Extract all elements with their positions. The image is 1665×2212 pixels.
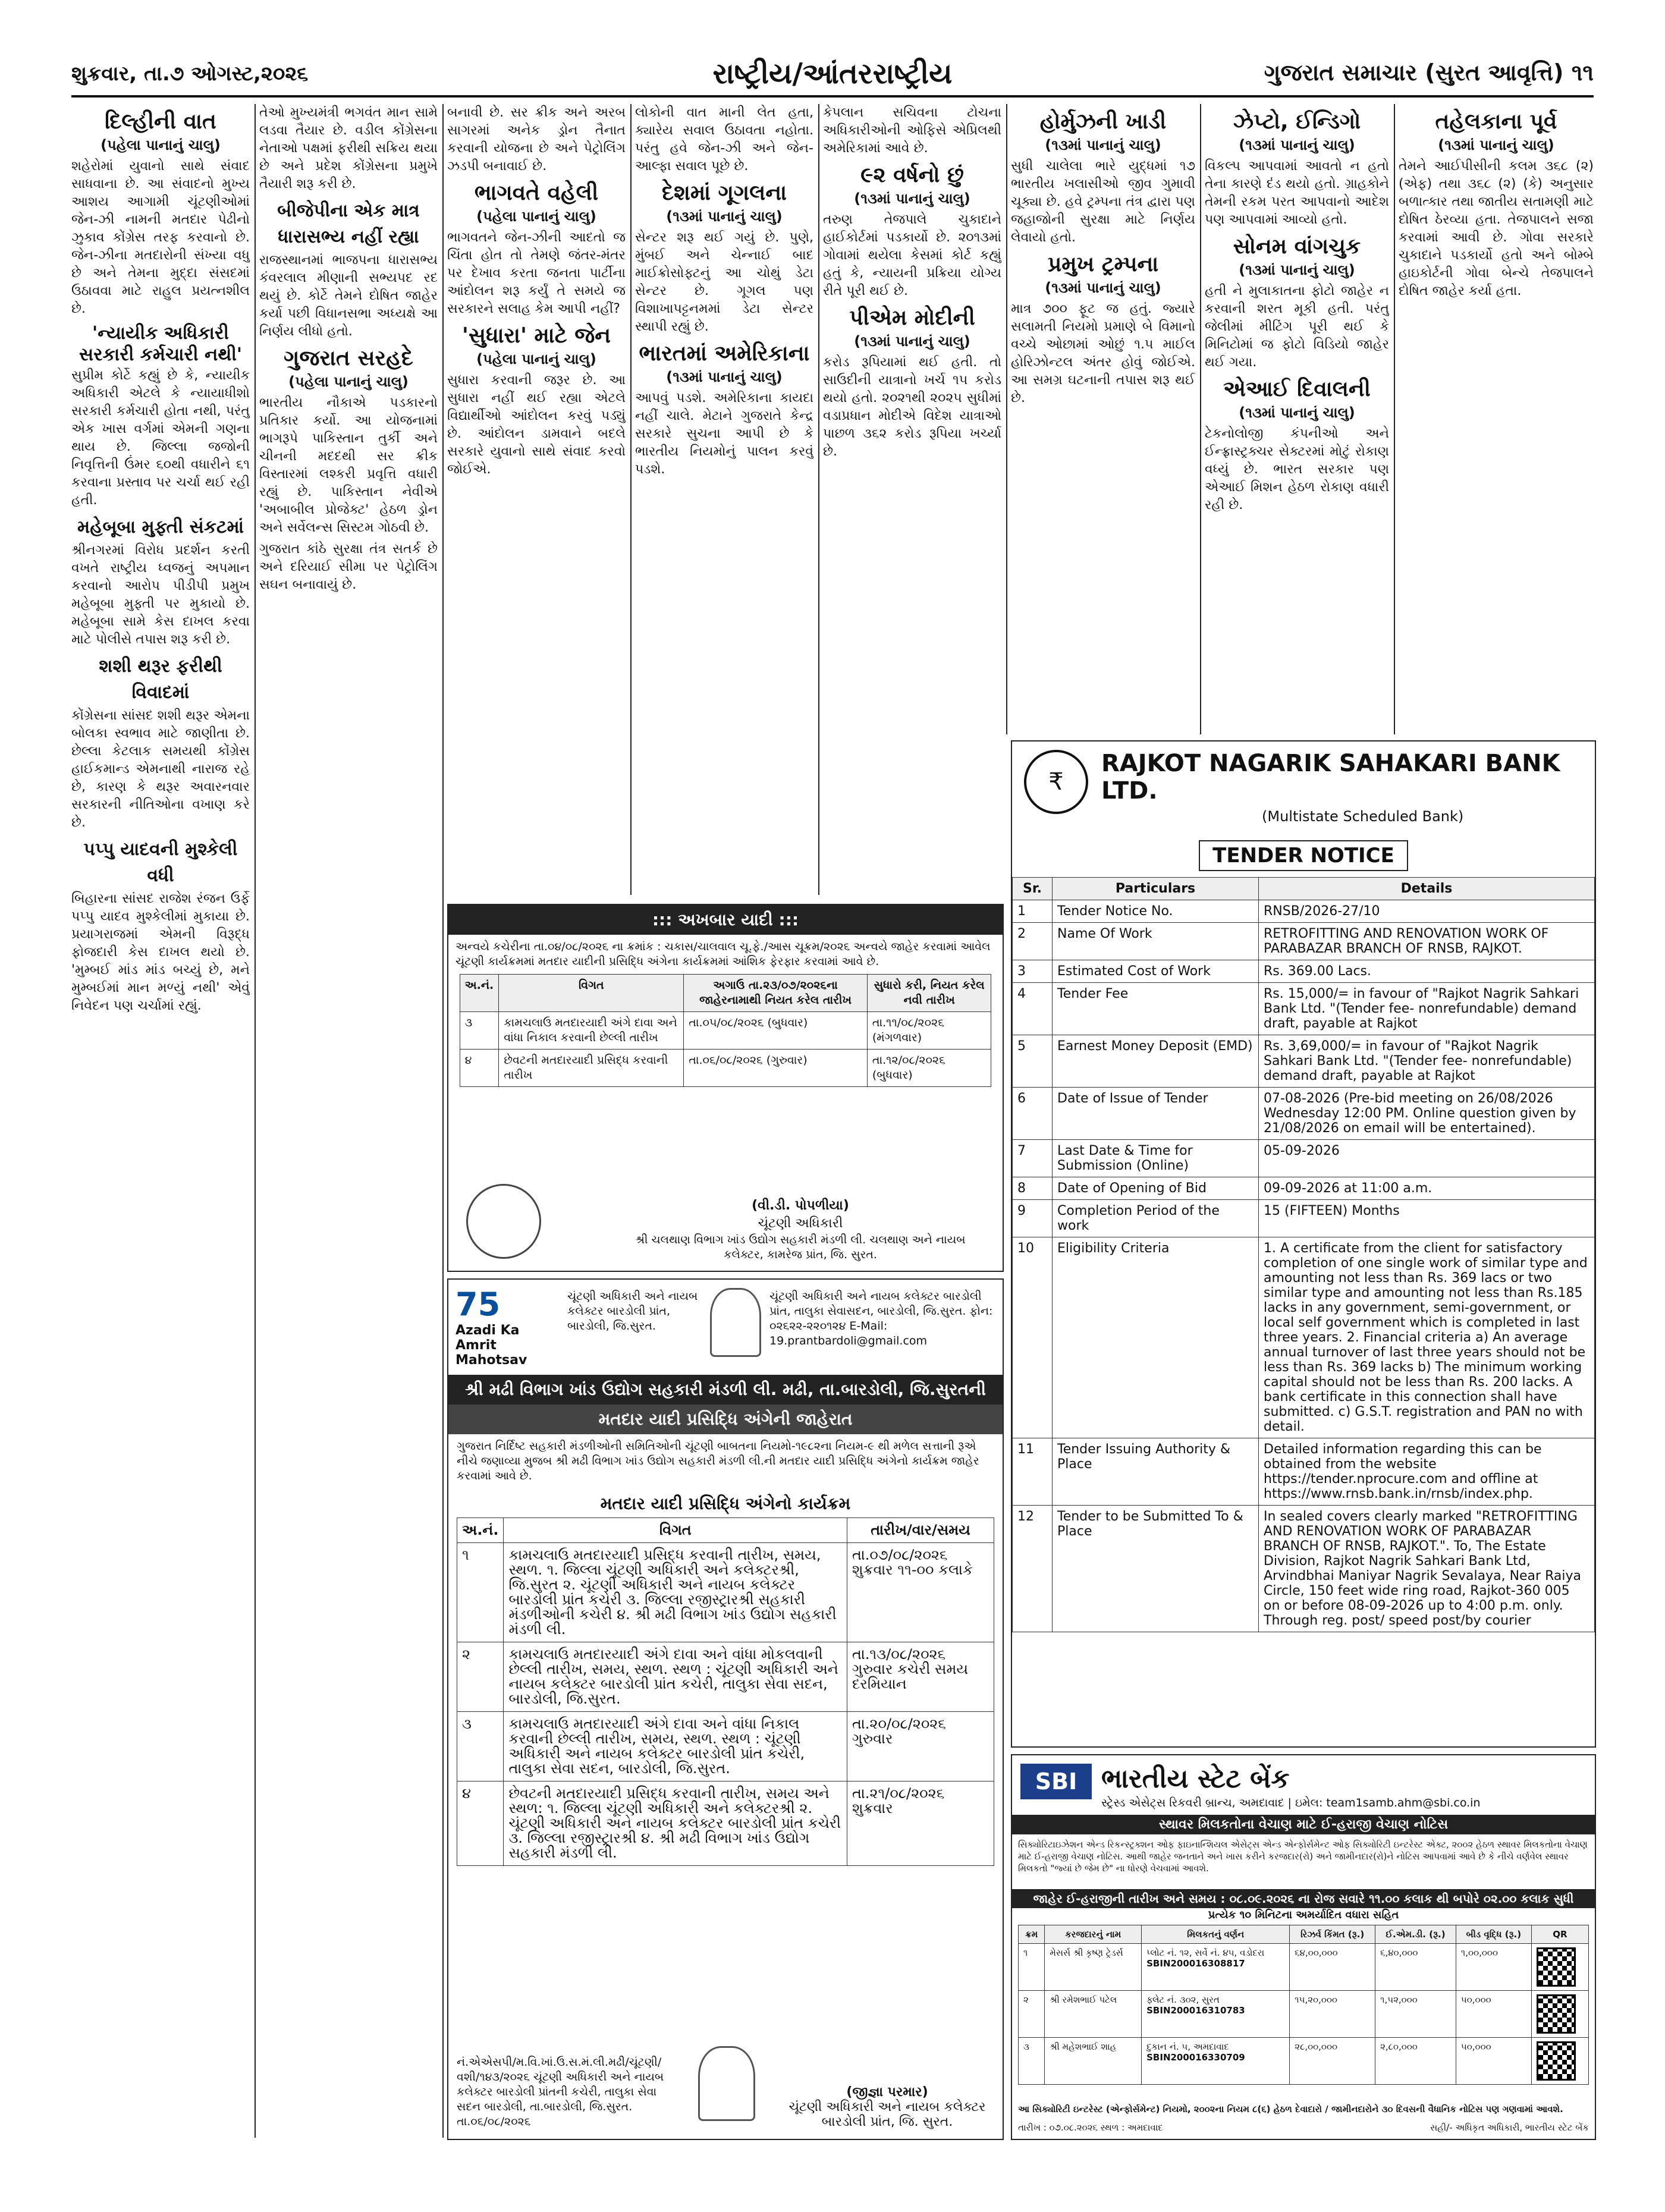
article-column-2 bbox=[259, 104, 438, 2138]
article-title: 'સુધારા' માટે જેન bbox=[461, 323, 611, 348]
row-particular: Tender Notice No. bbox=[1053, 900, 1259, 923]
table-header: તારીખ/વાર/સમય bbox=[847, 1518, 994, 1543]
continued-note: (૧૩માં પાનાનું ચાલુ) bbox=[1438, 137, 1554, 153]
table-header: બીડ વૃદ્ધિ (રૂ.) bbox=[1456, 1925, 1531, 1944]
article-text: કેપલાન સચિવના ટોચના અધિકારીઓની ઓફિસે એપ્રિલથી અમેરિકામાં આવે છે. bbox=[823, 105, 1001, 156]
row-emd: ૧,૫૨,૦૦૦ bbox=[1375, 1991, 1456, 2038]
article-text: બિહારના સાંસદ રાજેશ રંજન ઉર્ફે પપ્પુ યાદવ મુશ્કેલીમાં મુકાયા છે. પ્રયાગરાજમાં એમની વિરૂદ્ધ ફોજદારી કેસ દાખલ થયો છે. 'મુમ્બઈ માંડ માંડ બચ્યું છે, મને મુમ્બઈમાં માન મળ્યું નથી' એવું નિવેદન પણ ચર્ચામાં રહ્યું. bbox=[71, 891, 250, 1013]
article-column-7 bbox=[1205, 104, 1389, 734]
continued-note: (૧૩માં પાનાનું ચાલુ) bbox=[1239, 137, 1355, 153]
table-row bbox=[457, 1712, 994, 1781]
row-number: 2 bbox=[1013, 923, 1053, 960]
table-row bbox=[1013, 1035, 1595, 1088]
schedule-title: મતદાર યાદી પ્રસિદ્ધિ અંગેનો કાર્યક્રમ bbox=[600, 1494, 851, 1513]
sbi-notice-text: સિક્યોરિટાઇઝેશન એન્ડ રિકન્સ્ટ્રક્શન ઓફ ફાઇનાન્શિયલ એસેટ્સ એન્ડ એન્ફોર્સમેન્ટ ઓફ સિક્યોરિટી ઇન્ટરેસ્ટ એક્ટ, ૨૦૦૨ હેઠળ સ્થાવર મિલકતોના વેચાણ માટે ઈ-હરાજી વેચાણ નોટિસ. આથી જાહેર જનતાને અને ખાસ કરીને કરજદાર(રો) અને જામીનદાર(રો)ને નોટિસ આપવામાં આવે છે કે નીચે વર્ણવેલ સ્થાવર મિલકતો "જ્યાં છે જેમ છે" ના ધોરણે વેચવામાં આવશે. bbox=[1018, 1839, 1588, 1874]
row-bid: ૫૦,૦૦૦ bbox=[1456, 2038, 1531, 2085]
article-text: રાજસ્થાનમાં ભાજપના ધારાસભ્ય કંવરલાલ મીણાની સભ્યપદ રદ થયું છે. કોર્ટે તેમને દોષિત જાહેર કર્યા પછી વિધાનસભા અધ્યક્ષે આ નિર્ણય લીધો હતો. bbox=[259, 253, 438, 339]
table-row bbox=[1013, 1237, 1595, 1438]
article-title: 'ન્યાયીક અધિકારી સરકારી કર્મચારી નથી' bbox=[78, 323, 243, 365]
office-right: ચૂંટણી અધિકારી અને નાયબ કલેક્ટર બારડોલી પ્રાંત, તાલુકા સેવાસદન, બારડોલી, જિ.સુરત. ફોન: ૦૨૬૨૨-૨૨૦૧૨૪ E-Mail: 19.prantbardoli@gmail.com bbox=[769, 1290, 993, 1347]
table-row bbox=[1013, 983, 1595, 1035]
row-number: ૩ bbox=[1019, 2038, 1045, 2085]
continued-note: (૧૩માં પાનાનું ચાલુ) bbox=[666, 208, 783, 225]
article-column-5 bbox=[823, 104, 1001, 895]
bank-logo: ₹ bbox=[1024, 750, 1088, 814]
row-number: ૨ bbox=[457, 1642, 504, 1712]
sbi-footer: આ સિક્યોરિટી ઇન્ટરેસ્ટ (એન્ફોર્સમેન્ટ) નિયમો, ૨૦૦૨ના નિયમ ૮(૬) હેઠળ દેવાદારો / જામીનદારોને ૩૦ દિવસની વૈધાનિક નોટિસ પણ ગણવામાં આવશે. bbox=[1018, 2104, 1563, 2114]
article-text: ભાગવતને જેન-ઝીની આદતો જ ચિંતા હોત તો તેમણે જંતર-મંતર પર દેખાવ કરતા જનતા પાર્ટીના આંદોલન શરૂ કર્યું તે સમયે જ સરકારને સલાહ કેમ આપી નહીં? bbox=[447, 230, 626, 316]
qr-code-icon bbox=[1537, 1994, 1576, 2034]
article-title: એઆઈ દિવાલની bbox=[1223, 377, 1371, 401]
article-text: સેન્ટર શરૂ થઈ ગયું છે. પુણે, મુંબઈ અને ચેન્નાઈ બાદ માઈક્રોસોફ્ટનું આ ચોથું ડેટા સેન્ટર છે. ગૂગલ પણ વિશાખાપટ્ટનમમાં ડેટા સેન્ટર સ્થાપી રહ્યું છે. bbox=[635, 230, 813, 334]
table-header: ક્રમ bbox=[1019, 1925, 1045, 1944]
emblem-icon bbox=[698, 2046, 755, 2121]
row-particular: Tender Fee bbox=[1053, 983, 1259, 1035]
sbi-logo: SBI bbox=[1020, 1764, 1092, 1799]
article-text: ભારતીય નૌકાએ પડકારનો પ્રતિકાર કર્યો. આ યોજનામાં ભાગરૂપે પાકિસ્તાન તુર્કી અને ચીનની મદદથી સર ક્રીક વિસ્તારમાં લશ્કરી પ્રવૃત્તિ વધારી રહ્યું છે. પાકિસ્તાન નેવીએ 'અબાબીલ પ્રોજેક્ટ' હેઠળ ડ્રોન અને સર્વેલન્સ સિસ્ટમ ગોઠવી છે. bbox=[259, 395, 438, 535]
table-row bbox=[1019, 1944, 1589, 1991]
table-row bbox=[457, 1543, 994, 1642]
row-property bbox=[1142, 1991, 1290, 2038]
reference-text: નં.એએસપી/મ.વિ.ખાં.ઉ.સ.મં.લી.મઢી/ચૂંટણી/વશી/૧૪૩/૨૦૨૬ ચૂંટણી અધિકારી અને નાયબ કલેક્ટર બારડોલી પ્રાંતની કચેરી, તાલુકા સેવા સદન બારડોલી, તા.બારડોલી, જિ.સુરત. તા.૦૬/૦૮/૨૦૨૬ bbox=[457, 2056, 664, 2128]
table-header: વિગત bbox=[499, 975, 684, 1012]
column-divider bbox=[1200, 104, 1201, 734]
bank-subtitle: (Multistate Scheduled Bank) bbox=[1262, 808, 1464, 825]
article-title: ઝેપ્ટો, ઈન્ડિગો bbox=[1233, 109, 1361, 134]
row-detail: In sealed covers clearly marked "RETROFITTING AND RENOVATION WORK OF PARABAZAR BRANCH OF RNSB, RAJKOT.". To, The Estate Division, Rajkot Nagrik Sahkari Bank Ltd, Arvindbhai Maniyar Nagrik Sevalaya, Near Raiya Circle, 150 feet wide ring road, Rajkot-360 005 on or before 08-09-2026 up to 4:00 p.m. only. Through reg. post/ speed post/by courier bbox=[1259, 1506, 1595, 1632]
property-text: ફ્લેટ નં. ૩૦૨, સુરત bbox=[1146, 1994, 1220, 2005]
article-column-3 bbox=[447, 104, 626, 895]
press-note-ad bbox=[447, 904, 1004, 1272]
article-title: દિલ્હીની વાત bbox=[105, 109, 216, 134]
sbi-name: ભારતીય સ્ટેટ બેંક bbox=[1101, 1764, 1290, 1794]
property-text: દુકાન નં. ૫, અમદાવાદ bbox=[1146, 2041, 1229, 2052]
column-divider bbox=[630, 104, 632, 895]
row-borrower: મેસર્સ શ્રી કૃષ્ણ ટ્રેડર્સ bbox=[1045, 1944, 1142, 1991]
row-emd: ૬,૪૦,૦૦૦ bbox=[1375, 1944, 1456, 1991]
column-divider bbox=[1394, 104, 1395, 734]
table-header: Particulars bbox=[1053, 878, 1259, 900]
table-row bbox=[1013, 900, 1595, 923]
table-header: કરજદારનું નામ bbox=[1045, 1925, 1142, 1944]
row-number: 6 bbox=[1013, 1088, 1053, 1140]
continued-note: (પહેલા પાનાનું ચાલુ) bbox=[288, 373, 409, 390]
signer-name: (જીજ્ઞા પરમાર) bbox=[846, 2085, 928, 2100]
row-date: તા.૧૩/૦૮/૨૦૨૬ ગુરુવાર કચેરી સમય દરમિયાન bbox=[847, 1642, 994, 1712]
row-qr bbox=[1531, 1991, 1588, 2038]
issue-date: શુક્રવાર, તા.૭ ઓગસ્ટ,૨૦૨૬ bbox=[71, 62, 309, 86]
row-particular: Last Date & Time for Submission (Online) bbox=[1053, 1140, 1259, 1177]
org-title: શ્રી મઢી વિભાગ ખાંડ ઉદ્યોગ સહકારી મંડળી લી. મઢી, તા.બારડોલી, જિ.સુરતની bbox=[448, 1375, 1003, 1405]
continued-note: (૧૩માં પાનાનું ચાલુ) bbox=[1239, 404, 1355, 421]
row-particular: Earnest Money Deposit (EMD) bbox=[1053, 1035, 1259, 1088]
sbi-notice-title: સ્થાવર મિલકતોના વેચાણ માટે ઈ-હરાજી વેચાણ નોટિસ bbox=[1012, 1815, 1595, 1834]
signer-role: ચૂંટણી અધિકારી અને નાયબ કલેક્ટર બારડોલી પ્રાંત, જિ. સુરત. bbox=[788, 2100, 986, 2129]
azadi-logo-text: Azadi Ka Amrit Mahotsav bbox=[455, 1323, 527, 1368]
signer-name: (વી.ડી. પોપળીયા) bbox=[752, 1198, 849, 1213]
continued-note: (૧૩માં પાનાનું ચાલુ) bbox=[1239, 262, 1355, 278]
article-title: મહેબૂબા મુફ્તી સંકટમાં bbox=[77, 517, 244, 538]
row-number: 1 bbox=[1013, 900, 1053, 923]
row-particular: Tender to be Submitted To & Place bbox=[1053, 1506, 1259, 1632]
property-text: પ્લોટ નં. ૧૨, સર્વે નં. ૪૫, વડોદરા bbox=[1146, 1947, 1265, 1958]
continued-note: (૧૩માં પાનાનું ચાલુ) bbox=[854, 190, 970, 207]
article-text: માત્ર ૭૦૦ ફૂટ જ હતું. જ્યારે સલામતી નિયમો પ્રમાણે બે વિમાનો વચ્ચે ઓછામાં ઓછું ૧.૫ માઈલ હોરિઝોન્ટલ અંતર હોવું જોઈએ. આ સમગ્ર ઘટનાની તપાસ શરૂ થઈ છે. bbox=[1011, 301, 1195, 406]
article-title: ભારતમાં અમેરિકાના bbox=[639, 341, 810, 366]
row-borrower: શ્રી મહેશભાઈ શાહ bbox=[1045, 2038, 1142, 2085]
page-header bbox=[71, 57, 1594, 98]
table-row: ૪ છેવટની મતદારયાદી પ્રસિદ્ધ કરવાની તારીખ તા.૦૬/૦૮/૨૦૨૬ (ગુરુવાર) તા.૧૨/૦૮/૨૦૨૬ (બુધવાર) bbox=[460, 1050, 991, 1087]
row-date: તા.૦૭/૦૮/૨૦૨૬ શુક્રવાર ૧૧-૦૦ કલાકે bbox=[847, 1543, 994, 1642]
row-number: ૧ bbox=[1019, 1944, 1045, 1991]
row-number: ૨ bbox=[1019, 1991, 1045, 2038]
continued-note: (૧૩માં પાનાનું ચાલુ) bbox=[1045, 279, 1161, 296]
sbi-signer: સહી/- અધિકૃત અધિકારી, ભારતીય સ્ટેટ બેંક bbox=[1430, 2122, 1589, 2133]
column-divider bbox=[818, 104, 819, 895]
qr-code-icon bbox=[1537, 1947, 1576, 1987]
table-row bbox=[1013, 1200, 1595, 1237]
row-bid: ૧,૦૦,૦૦૦ bbox=[1456, 1944, 1531, 1991]
article-title: ૯૨ વર્ષનો છું bbox=[860, 163, 964, 187]
row-number: 12 bbox=[1013, 1506, 1053, 1632]
table-row bbox=[1013, 1177, 1595, 1200]
sbi-auction-ad bbox=[1011, 1754, 1596, 2140]
row-detail: RETROFITTING AND RENOVATION WORK OF PARABAZAR BRANCH OF RNSB, RAJKOT. bbox=[1259, 923, 1595, 960]
auction-extension: પ્રત્યેક ૧૦ મિનિટના અમર્યાદિત વધારા સહિત bbox=[1208, 1909, 1399, 1921]
table-header: ઈ.એમ.ડી. (રૂ.) bbox=[1375, 1925, 1456, 1944]
table-row bbox=[1013, 1438, 1595, 1506]
article-title: સોનમ વાંગચુક bbox=[1233, 234, 1361, 259]
article-text: સુપ્રીમ કોર્ટે કહ્યું છે કે, ન્યાયીક અધિકારી એટલે કે ન્યાયાધીશો સરકારી કર્મચારી હોતા નથી, પરંતુ એક ખાસ વર્ગમાં એમની ગણના થાય છે. જિલ્લા જજોની નિવૃત્તિની ઉંમર ૬૦થી વધારીને ૬૧ કરવાના પ્રસ્તાવ પર ચર્ચા થઈ રહી હતી. bbox=[71, 368, 250, 508]
signer-org: શ્રી ચલથાણ વિભાગ ખાંડ ઉદ્યોગ સહકારી મંડળી લી. ચલથાણ અને નાયબ કલેક્ટર, કામરેજ પ્રાંત, જિ. સુરત. bbox=[635, 1233, 966, 1261]
row-detail: Rs. 3,69,000/= in favour of "Rajkot Nagrik Sahkari Bank Ltd. "(Tender fee- nonrefundable) demand draft, payable at Rajkot bbox=[1259, 1035, 1595, 1088]
article-text: બનાવી છે. સર ક્રીક અને અરબ સાગરમાં અનેક ડ્રોન તૈનાત કરવાની યોજના છે અને પેટ્રોલિંગ ઝડપી બનાવાઈ છે. bbox=[447, 105, 626, 174]
table-row bbox=[1013, 1088, 1595, 1140]
table-row bbox=[457, 1642, 994, 1712]
article-title: ગુજરાત સરહદે bbox=[284, 346, 413, 370]
article-title: પ્રમુખ ટ્રમ્પના bbox=[1047, 252, 1159, 276]
table-header: સુધારો કરી, નિયત કરેલ નવી તારીખ bbox=[867, 975, 991, 1012]
table-row bbox=[1019, 1991, 1589, 2038]
table-header: QR bbox=[1531, 1925, 1588, 1944]
article-text: ગુજરાત કાંઠે સુરક્ષા તંત્ર સતર્ક છે અને દરિયાઈ સીમા પર પેટ્રોલિંગ સઘન બનાવાયું છે. bbox=[259, 542, 438, 592]
row-detail: 1. A certificate from the client for satisfactory completion of one single work of similar type and amounting not less than Rs. 369 lacs or two similar type and amounting not less than Rs.185 lacks in any government, semi-government, or local self government which is completed in last three years. 2. Financial criteria a) An average annual turnover of last three years should not be less than Rs. 369 lacks b) The minimum working capital should not be less than Rs. 200 lacks. A bank certificate in this connection shall have submitted. c) G.S.T. registration and PAN no with detail. bbox=[1259, 1237, 1595, 1438]
article-text: આપવું પડશે. અમેરિકાના કાયદા નહીં ચાલે. મેટાને ગુજરાતે કેન્દ્ર સરકારે સુચના આપી છે કે ભારતીય નિયમોનું પાલન કરવું પડશે. bbox=[635, 391, 813, 477]
emblem-icon bbox=[466, 1184, 541, 1259]
row-property bbox=[1142, 1944, 1290, 1991]
press-note-text: અન્વયે કચેરીના તા.૦૪/૦૮/૨૦૨૬ ના ક્રમાંક : ચકાસ/ચાલવાલ ચૂ.ફે./આસ ચૂક્રમ/૨૦૨૬ અન્વયે જાહેર કરવામાં આવેલ ચૂંટણી કાર્યક્રમમાં મતદાર યાદીની પ્રસિદ્ધિ અંગેના કાર્યક્રમમાં આંશિક ફેરફાર કરવામાં આવે છે. bbox=[455, 940, 991, 968]
table-header: Sr. bbox=[1013, 878, 1053, 900]
table-row bbox=[1013, 960, 1595, 983]
row-particular: Date of Opening of Bid bbox=[1053, 1177, 1259, 1200]
continued-note: (૧૩માં પાનાનું ચાલુ) bbox=[1045, 137, 1161, 153]
row-date: તા.૨૧/૦૮/૨૦૨૬ શુક્રવાર bbox=[847, 1781, 994, 1866]
table-row bbox=[457, 1781, 994, 1866]
article-text: શ્રીનગરમાં વિરોધ પ્રદર્શન કરતી વખતે રાષ્ટ્રીય ધ્વજનું અપમાન કરવાનો આરોપ પીડીપી પ્રમુખ મહેબૂબા મુફ્તી પર મુકાયો છે. મહેબૂબા સામે કેસ દાખલ કરવા માટે પોલીસે તપાસ શરૂ કરી છે. bbox=[71, 543, 250, 647]
table-row: ૩ કામચલાઉ મતદારયાદી અંગે દાવા અને વાંધા નિકાલ કરવાની છેલ્લી તારીખ તા.૦૫/૦૮/૨૦૨૬ (બુધવાર) તા.૧૧/૦૮/૨૦૨૬ (મંગળવાર) bbox=[460, 1012, 991, 1050]
row-number: ૧ bbox=[457, 1543, 504, 1642]
article-column-8 bbox=[1399, 104, 1594, 734]
tender-heading: TENDER NOTICE bbox=[1199, 840, 1408, 871]
row-number: 3 bbox=[1013, 960, 1053, 983]
article-text: ટેકનોલોજી કંપનીઓ અને ઈન્ફ્રાસ્ટ્રક્ચર સેક્ટરમાં મોટું રોકાણ વધ્યું છે. ભારત સરકાર પણ એઆઈ મિશન હેઠળ રોકાણ વધારી રહી છે. bbox=[1205, 426, 1389, 513]
table-row bbox=[1013, 1506, 1595, 1632]
continued-note: (પહેલા પાનાનું ચાલુ) bbox=[476, 351, 596, 367]
row-particular: Eligibility Criteria bbox=[1053, 1237, 1259, 1438]
org-subtitle: મતદાર યાદી પ્રસિદ્ધિ અંગેની જાહેરાત bbox=[448, 1405, 1003, 1434]
tender-table bbox=[1012, 877, 1595, 1632]
table-row bbox=[1013, 923, 1595, 960]
column-divider bbox=[1006, 104, 1007, 734]
bank-name: RAJKOT NAGARIK SAHAKARI BANK LTD. bbox=[1101, 750, 1560, 805]
row-number: ૪ bbox=[457, 1781, 504, 1866]
article-title: શશી થરૂર ફરીથી વિવાદમાં bbox=[99, 656, 222, 703]
article-text: તેઓ મુખ્યમંત્રી ભગવંત માન સામે લડવા તૈયાર છે. વડીલ કોંગ્રેસના નેતાઓ પક્ષમાં ફરીથી સક્રિય થયા છે અને પ્રદેશ કોંગ્રેસના પ્રમુખે તૈયારી શરૂ કરી છે. bbox=[259, 105, 438, 191]
property-id: SBIN200016330709 bbox=[1146, 2052, 1245, 2063]
table-header: અગાઉ તા.૨૩/૦૭/૨૦૨૬ના જાહેરનામાથી નિયત કરેલ તારીખ bbox=[684, 975, 868, 1012]
sbi-date: તારીખ : ૦૭.૦૮.૨૦૨૬ સ્થળ : અમદાવાદ bbox=[1018, 2122, 1163, 2133]
row-item: છેવટની મતદારયાદી પ્રસિદ્ધ કરવાની તારીખ, સમય અને સ્થળ: ૧. જિલ્લા ચૂંટણી અધિકારી અને કલેક્ટરશ્રી ૨. ચૂંટણી અધિકારી અને નાયબ કલેક્ટર બારડોલી પ્રાંત કચેરી ૩. જિલ્લા રજીસ્ટ્રારશ્રી ૪. શ્રી મઢી વિભાગ ખાંડ ઉદ્યોગ સહકારી મંડળી લી. bbox=[504, 1781, 847, 1866]
row-number: 8 bbox=[1013, 1177, 1053, 1200]
table-header: અ.નં. bbox=[460, 975, 499, 1012]
row-detail: 07-08-2026 (Pre-bid meeting on 26/08/2026 Wednesday 12:00 PM. Online question given by 21/08/2026 on email will be entertained). bbox=[1259, 1088, 1595, 1140]
row-item: કામચલાઉ મતદારયાદી પ્રસિદ્ધ કરવાની તારીખ, સમય, સ્થળ. ૧. જિલ્લા ચૂંટણી અધિકારી અને કલેક્ટરશ્રી, જિ.સુરત ૨. ચૂંટણી અધિકારી અને નાયબ કલેક્ટર બારડોલી પ્રાંત કચેરી ૩. જિલ્લા રજીસ્ટ્રારશ્રી સહકારી મંડળીઓની કચેરી ૪. શ્રી મઢી વિભાગ ખાંડ ઉદ્યોગ સહકારી મંડળી લી. bbox=[504, 1543, 847, 1642]
section-title: રાષ્ટ્રીય/આંતરરાષ્ટ્રીય bbox=[712, 57, 953, 90]
table-row bbox=[1013, 1140, 1595, 1177]
row-number: ૩ bbox=[457, 1712, 504, 1781]
continued-note: (પહેલા પાનાનું ચાલુ) bbox=[100, 137, 221, 153]
row-detail: Rs. 369.00 Lacs. bbox=[1259, 960, 1595, 983]
article-text: લોકોની વાત માની લેત હતા, ક્યારેય સવાલ ઉઠાવતા નહોતા. પરંતુ હવે જેન-ઝી અને જેન-આલ્ફા સવાલ પૂછે છે. bbox=[635, 105, 813, 174]
continued-note: (૧૩માં પાનાનું ચાલુ) bbox=[666, 369, 783, 385]
row-property bbox=[1142, 2038, 1290, 2085]
row-qr bbox=[1531, 2038, 1588, 2085]
row-borrower: શ્રી રમેશભાઈ પટેલ bbox=[1045, 1991, 1142, 2038]
row-number: 5 bbox=[1013, 1035, 1053, 1088]
row-item: કામચલાઉ મતદારયાદી અંગે દાવા અને વાંધા મોકલવાની છેલ્લી તારીખ, સમય, સ્થળ. સ્થળ : ચૂંટણી અધિકારી અને નાયબ કલેક્ટર બારડોલી પ્રાંત કચેરી, તાલુકા સેવા સદન, બારડોલી, જિ.સુરત. bbox=[504, 1642, 847, 1712]
row-detail: Detailed information regarding this can be obtained from the website https://tender.nprocure.com and offline at https://www.rnsb.bank.in/rnsb/index.php. bbox=[1259, 1438, 1595, 1506]
qr-code-icon bbox=[1537, 2041, 1576, 2081]
signer-role: ચૂંટણી અધિકારી bbox=[758, 1216, 843, 1231]
row-particular: Date of Issue of Tender bbox=[1053, 1088, 1259, 1140]
row-reserve: ૬૪,૦૦,૦૦૦ bbox=[1290, 1944, 1375, 1991]
article-text: શહેરોમાં યુવાનો સાથે સંવાદ સાધવાના છે. આ સંવાદનો મુખ્ય આશય આગામી ચૂંટણીઓમાં જેન-ઝી નામની મતદાર પેઢીનો ઝુકાવ કોંગ્રેસ તરફ કરવાનો છે. જેન-ઝીના મતદારોની સંખ્યા વધુ છે અને તેમના મુદ્દા સંસદમાં ઉઠાવવા માટે રાહુલ પ્રયત્નશીલ છે. bbox=[71, 159, 250, 316]
table-header: Details bbox=[1259, 878, 1595, 900]
row-reserve: ૨૮,૦૦,૦૦૦ bbox=[1290, 2038, 1375, 2085]
article-title: તહેલકાના પૂર્વ bbox=[1435, 109, 1557, 134]
press-note-table bbox=[460, 974, 992, 1087]
article-text: કરોડ રૂપિયામાં થઈ હતી. તો સાઉદીની યાત્રાનો ખર્ચ ૧૫ કરોડ થયો હતો. ૨૦૨૧થી ૨૦૨૫ સુધીમાં વડાપ્રધાન મોદીએ વિદેશ યાત્રાઓ પાછળ ૩૬૨ કરોડ રૂપિયા ખર્ચ્યા છે. bbox=[823, 355, 1001, 459]
article-text: કોંગ્રેસના સાંસદ શશી થરૂર એમના બોલકા સ્વભાવ માટે જાણીતા છે. છેલ્લા કેટલાક સમયથી કોંગ્રેસ હાઈકમાન્ડ એમનાથી નારાજ રહે છે, કારણ કે થરૂર અવારનવાર સરકારની નીતિઓના વખાણ કરે છે. bbox=[71, 708, 250, 830]
row-number: 10 bbox=[1013, 1237, 1053, 1438]
table-header: મિલકતનું વર્ણન bbox=[1142, 1925, 1290, 1944]
article-text: તરુણ તેજપાલે ચુકાદાને હાઈકોર્ટમાં પડકાર્યો છે. ૨૦૧૩માં ગોવામાં થયેલા કેસમાં કોર્ટ કહ્યું હતું કે, ન્યાયની પ્રક્રિયા યોગ્ય રીતે પૂરી થઈ છે. bbox=[823, 212, 1001, 299]
row-reserve: ૧૫,૨૦,૦૦૦ bbox=[1290, 1991, 1375, 2038]
article-title: હોર્મુઝની ખાડી bbox=[1039, 109, 1167, 134]
row-number: 4 bbox=[1013, 983, 1053, 1035]
row-detail: 15 (FIFTEEN) Months bbox=[1259, 1200, 1595, 1237]
article-text: હતી ને મુલાકાતના ફોટો જાહેર ન કરવાની શરત મૂકી હતી. પરંતુ જેલીમાં મીટિંગ પૂરી થઈ કે મિનિટોમાં જ ફોટો વિડિયો જાહેર થઈ ગયા. bbox=[1205, 284, 1389, 370]
tender-notice-ad bbox=[1011, 740, 1596, 1748]
table-header: વિગત bbox=[504, 1518, 847, 1543]
emblem-icon bbox=[710, 1288, 761, 1357]
property-id: SBIN200016310783 bbox=[1146, 2005, 1245, 2016]
row-bid: ૫૦,૦૦૦ bbox=[1456, 1991, 1531, 2038]
row-particular: Completion Period of the work bbox=[1053, 1200, 1259, 1237]
row-emd: ૨,૮૦,૦૦૦ bbox=[1375, 2038, 1456, 2085]
article-text: સુધારા કરવાની જરૂર છે. આ સુધારા નહીં થઈ રહ્યા એટલે વિદ્યાર્થીઓ આંદોલન કરવું પડ્યું છે. આંદોલન ડામવાને બદલે સરકારે યુવાનો સાથે સંવાદ કરવો જોઈએ. bbox=[447, 373, 626, 477]
row-number: 7 bbox=[1013, 1140, 1053, 1177]
notice-text: ગુજરાત નિર્દિષ્ટ સહકારી મંડળીઓની સમિતિઓની ચૂંટણી બાબતના નિયમો-૧૯૮૨ના નિયમ-૯ થી મળેલ સત્તાની રૂએ નીચે જણાવ્યા મુજબ શ્રી મઢી વિભાગ ખાંડ ઉદ્યોગ સહકારી મંડળી લી.ની મતદાર યાદી પ્રસિદ્ધિ અંગેનો કાર્યક્રમ જાહેર કરવામાં આવે છે. bbox=[457, 1440, 979, 1482]
column-divider bbox=[255, 104, 256, 2138]
article-text: વિકલ્પ આપવામાં આવતો ન હતો તેના કારણે દંડ થયો હતો. ગ્રાહકોને તેમની રકમ પરત આપવાનો આદેશ પણ આપવામાં આવ્યો હતો. bbox=[1205, 159, 1389, 227]
voter-list-ad bbox=[447, 1278, 1004, 2140]
row-item: કામચલાઉ મતદારયાદી અંગે દાવા અને વાંધા નિકાલ કરવાની છેલ્લી તારીખ, સમય, સ્થળ. સ્થળ : ચૂંટણી અધિકારી અને નાયબ કલેક્ટર બારડોલી પ્રાંત કચેરી, તાલુકા સેવા સદન, બારડોલી, જિ.સુરત. bbox=[504, 1712, 847, 1781]
article-title: બીજેપીના એક માત્ર ધારાસભ્ય નહીં રહ્યા bbox=[277, 200, 420, 247]
article-column-1 bbox=[71, 104, 250, 2138]
table-header: રિઝર્વ કિંમત (રૂ.) bbox=[1290, 1925, 1375, 1944]
schedule-table bbox=[457, 1517, 994, 1866]
azadi-logo-number: 75 bbox=[455, 1286, 501, 1323]
article-title: ભાગવતે વહેલી bbox=[474, 181, 599, 205]
sbi-branch: સ્ટ્રેસ્ડ એસેટ્સ રિકવરી બ્રાન્ચ, અમદાવાદ | ઇમેલ: team1samb.ahm@sbi.co.in bbox=[1101, 1796, 1481, 1809]
row-number: 9 bbox=[1013, 1200, 1053, 1237]
continued-note: (૧૩માં પાનાનું ચાલુ) bbox=[854, 333, 970, 350]
row-particular: Estimated Cost of Work bbox=[1053, 960, 1259, 983]
article-title: પીએમ મોદીની bbox=[849, 306, 975, 330]
article-title: પપ્પુ યાદવની મુશ્કેલી વધી bbox=[83, 839, 238, 886]
row-qr bbox=[1531, 1944, 1588, 1991]
article-column-6 bbox=[1011, 104, 1195, 734]
auction-date: જાહેર ઈ-હરાજીની તારીખ અને સમય : ૦૮.૦૯.૨૦૨૬ ના રોજ સવારે ૧૧.૦૦ કલાક થી બપોરે ૦૨.૦૦ કલાક સુધી bbox=[1012, 1889, 1595, 1908]
article-title: દેશમાં ગૂગલના bbox=[661, 181, 787, 205]
table-row bbox=[1019, 2038, 1589, 2085]
office-left: ચૂંટણી અધિકારી અને નાયબ કલેક્ટર બારડોલી પ્રાંત, બારડોલી, જિ.સુરત. bbox=[567, 1290, 698, 1333]
row-date: તા.૨૦/૦૮/૨૦૨૬ ગુરુવાર bbox=[847, 1712, 994, 1781]
press-note-title: ::: અખબાર યાદી ::: bbox=[448, 905, 1003, 935]
row-detail: RNSB/2026-27/10 bbox=[1259, 900, 1595, 923]
row-particular: Name Of Work bbox=[1053, 923, 1259, 960]
continued-note: (પહેલા પાનાનું ચાલુ) bbox=[476, 208, 596, 225]
article-text: સુધી ચાલેલા ભારે યુદ્ધમાં ૧૭ ભારતીય ખલાસીઓ જીવ ગુમાવી ચૂક્યા છે. હવે ટ્રમ્પના તંત્ર દ્વારા પણ જહાજોની સુરક્ષા માટે નિર્ણય લેવાયો હતો. bbox=[1011, 159, 1195, 245]
row-detail: 09-09-2026 at 11:00 a.m. bbox=[1259, 1177, 1595, 1200]
article-text: તેમને આઈપીસીની કલમ ૩૬૮ (૨) (એફ) તથા ૩૬૮ (૨) (કે) અનુસાર બળાત્કાર તથા જાતીય સતામણી માટે દોષિત ઠેરવ્યા હતા. તેજપાલને સજા કરવામાં આવી છે. ગોવા સરકારે ચુકાદાને પડકાર્યો હતો અને બોમ્બે હાઇકોર્ટની ગોવા બેન્ચે તેજપાલને દોષિત જાહેર કર્યા હતા. bbox=[1399, 159, 1594, 299]
property-id: SBIN200016308817 bbox=[1146, 1958, 1245, 1969]
row-number: 11 bbox=[1013, 1438, 1053, 1506]
row-detail: Rs. 15,000/= in favour of "Rajkot Nagrik Sahkari Bank Ltd. "(Tender fee- nonrefundable) demand draft, payable at Rajkot bbox=[1259, 983, 1595, 1035]
auction-table bbox=[1018, 1925, 1589, 2085]
paper-name: ગુજરાત સમાચાર (સુરત આવૃત્તિ) ૧૧ bbox=[1264, 59, 1594, 86]
column-divider bbox=[442, 104, 444, 2138]
table-header: અ.નં. bbox=[457, 1518, 504, 1543]
row-particular: Tender Issuing Authority & Place bbox=[1053, 1438, 1259, 1506]
article-column-4 bbox=[635, 104, 813, 895]
row-detail: 05-09-2026 bbox=[1259, 1140, 1595, 1177]
